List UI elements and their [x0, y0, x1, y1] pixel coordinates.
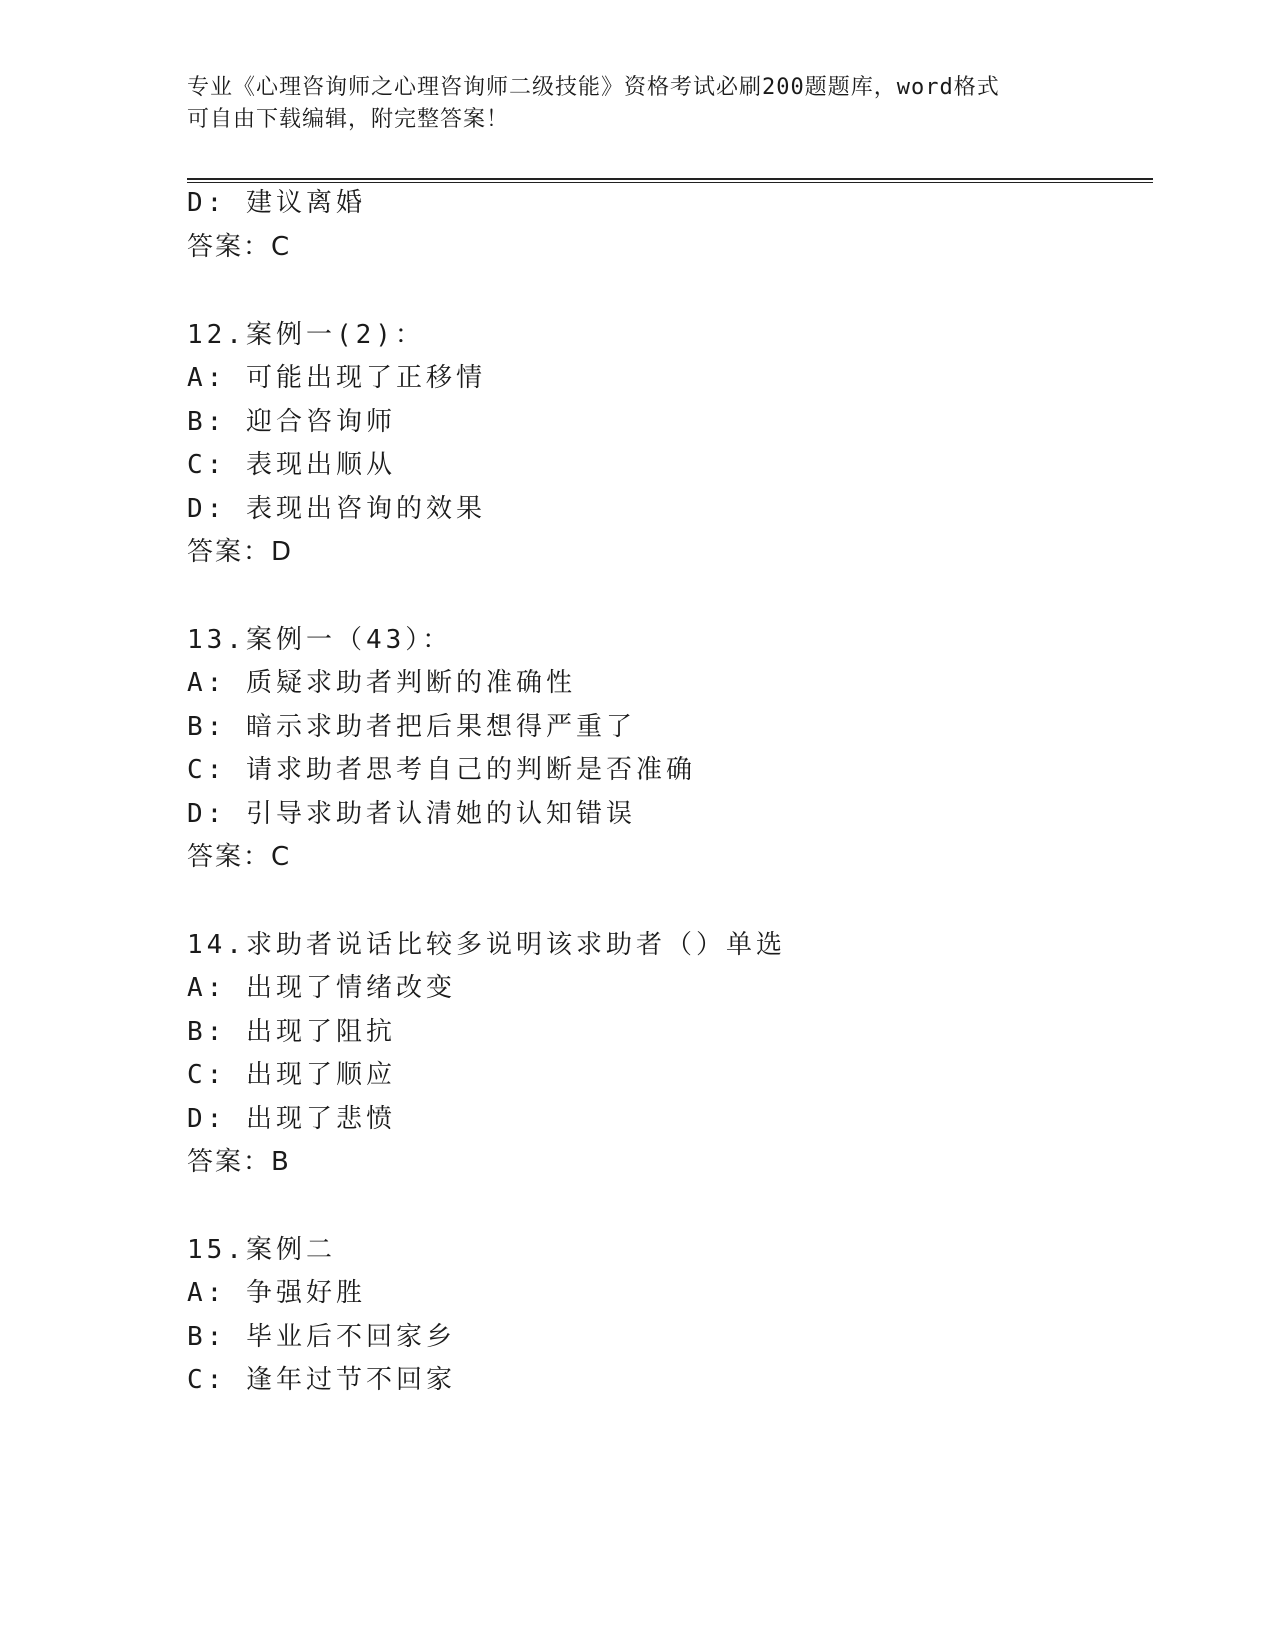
- option-a: A: 出现了情绪改变: [187, 973, 456, 1003]
- question-stem: 12.案例一(2)：: [187, 320, 425, 350]
- question-stem: 14.求助者说话比较多说明该求助者（）单选: [187, 930, 786, 960]
- option-b: B: 出现了阻抗: [187, 1017, 396, 1047]
- option-a: A: 争强好胜: [187, 1278, 366, 1308]
- answer-line: 答案：D: [187, 537, 294, 567]
- answer-line: 答案：C: [187, 842, 292, 872]
- option-c: C: 出现了顺应: [187, 1060, 396, 1090]
- header-line-2: 可自由下载编辑，附完整答案！: [187, 107, 510, 132]
- header-divider: [187, 178, 1153, 183]
- question-stem: 13.案例一（43）：: [187, 625, 453, 655]
- option-d: D: 引导求助者认清她的认知错误: [187, 799, 636, 829]
- option-b: B: 迎合咨询师: [187, 407, 396, 437]
- option-d: D: 出现了悲愤: [187, 1104, 396, 1134]
- option-b: B: 暗示求助者把后果想得严重了: [187, 712, 636, 742]
- option-c: C: 表现出顺从: [187, 450, 396, 480]
- option-d: D: 建议离婚: [187, 188, 366, 218]
- answer-line: 答案：B: [187, 1147, 291, 1177]
- header-line-1: 专业《心理咨询师之心理咨询师二级技能》资格考试必刷200题题库，word格式: [187, 75, 1000, 100]
- option-c: C: 逢年过节不回家: [187, 1365, 456, 1395]
- option-b: B: 毕业后不回家乡: [187, 1322, 456, 1352]
- option-d: D: 表现出咨询的效果: [187, 494, 486, 524]
- option-a: A: 可能出现了正移情: [187, 363, 486, 393]
- option-c: C: 请求助者思考自己的判断是否准确: [187, 755, 696, 785]
- answer-line: 答案：C: [187, 232, 292, 262]
- option-a: A: 质疑求助者判断的准确性: [187, 668, 576, 698]
- document-header: [187, 72, 1087, 136]
- question-stem: 15.案例二: [187, 1235, 336, 1265]
